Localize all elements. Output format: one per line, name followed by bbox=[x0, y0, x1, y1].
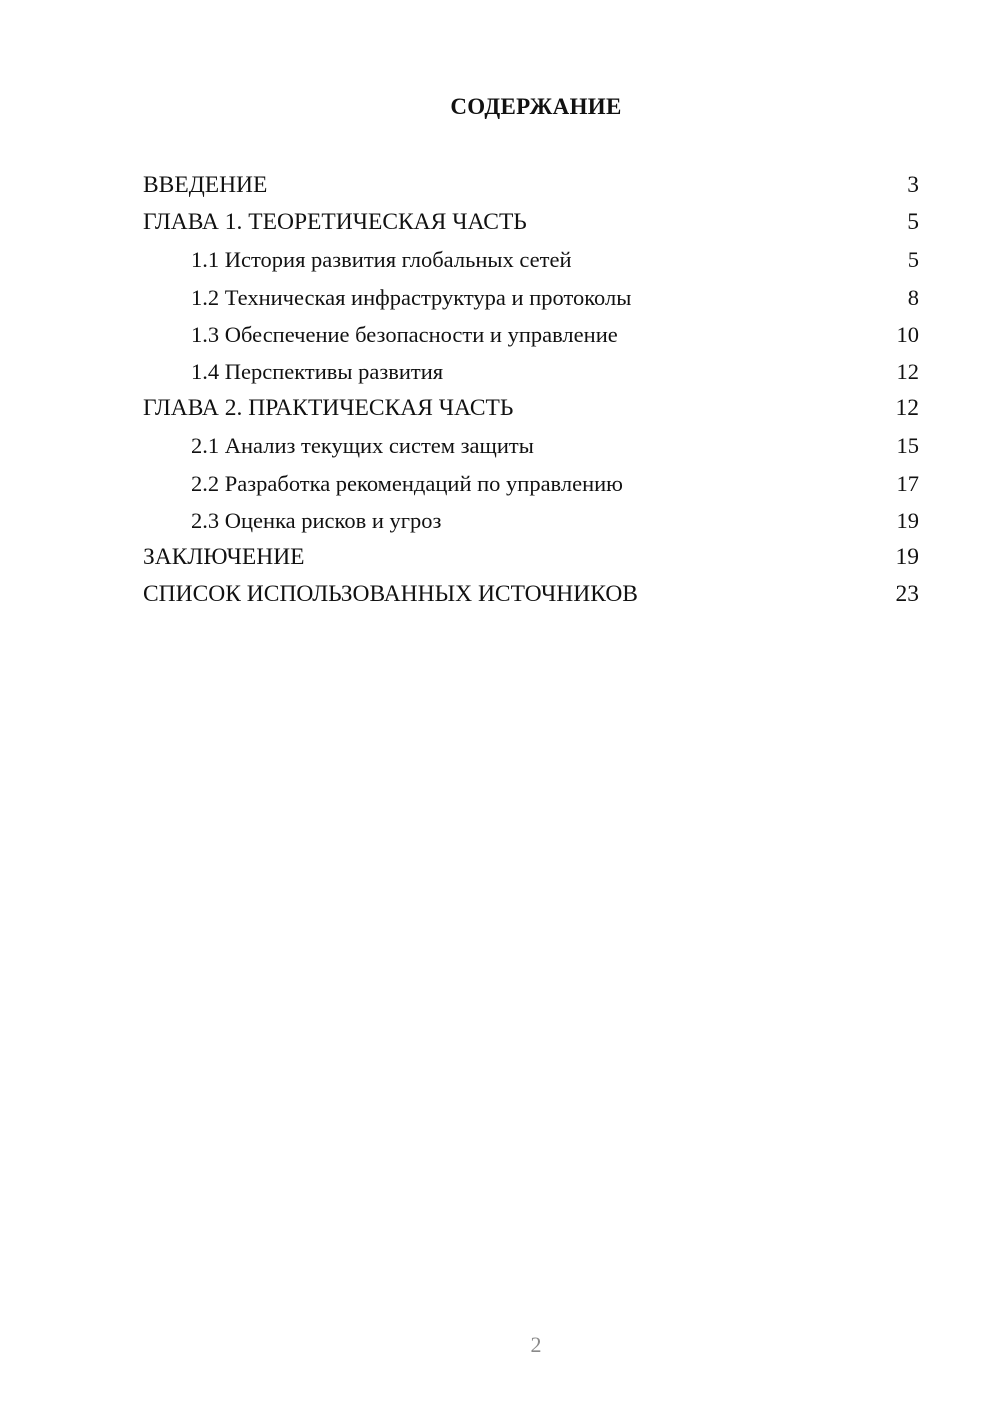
toc-entry-title: 2.2 Разработка рекомендаций по управлению bbox=[191, 470, 623, 496]
toc-entry-section-2-2 bbox=[143, 465, 919, 502]
toc-entry-page: 19 bbox=[896, 507, 919, 533]
toc-entry-conclusion bbox=[143, 539, 919, 576]
toc-entry-section-1-1 bbox=[143, 241, 919, 278]
toc-entry-introduction bbox=[143, 167, 919, 204]
toc-entry-section-1-2 bbox=[143, 279, 919, 316]
toc-entry-title: ГЛАВА 2. ПРАКТИЧЕСКАЯ ЧАСТЬ bbox=[143, 395, 514, 422]
toc-entry-title: 1.2 Техническая инфраструктура и протоколы bbox=[191, 284, 632, 310]
toc-entry-section-2-3 bbox=[143, 502, 919, 539]
toc-entry-page: 17 bbox=[896, 470, 919, 496]
toc-entry-section-1-4 bbox=[143, 353, 919, 390]
toc-entry-page: 23 bbox=[895, 581, 919, 608]
toc-entry-page: 5 bbox=[907, 247, 919, 273]
toc-entry-page: 10 bbox=[896, 321, 919, 347]
toc-entry-chapter-1 bbox=[143, 204, 919, 241]
toc-title: СОДЕРЖАНИЕ bbox=[450, 94, 622, 119]
toc-entry-section-2-1 bbox=[143, 427, 919, 464]
toc-entry-chapter-2 bbox=[143, 390, 919, 427]
toc-entry-page: 8 bbox=[907, 284, 919, 310]
toc-entry-page: 19 bbox=[895, 543, 919, 570]
toc-entry-page: 12 bbox=[896, 358, 919, 384]
toc-entry-title: 1.1 История развития глобальных сетей bbox=[191, 247, 572, 273]
page-number: 2 bbox=[530, 1332, 542, 1357]
table-of-contents bbox=[143, 167, 919, 613]
toc-entry-title: 1.4 Перспективы развития bbox=[191, 358, 444, 384]
toc-entry-title: ВВЕДЕНИЕ bbox=[143, 172, 268, 198]
toc-entry-title: ГЛАВА 1. ТЕОРЕТИЧЕСКАЯ ЧАСТЬ bbox=[143, 209, 527, 236]
toc-entry-page: 12 bbox=[895, 395, 919, 422]
toc-entry-title: ЗАКЛЮЧЕНИЕ bbox=[143, 543, 305, 570]
toc-entry-page: 3 bbox=[907, 172, 919, 198]
toc-entry-page: 5 bbox=[907, 209, 919, 236]
toc-entry-title: СПИСОК ИСПОЛЬЗОВАННЫХ ИСТОЧНИКОВ bbox=[143, 581, 638, 608]
toc-entry-title: 2.1 Анализ текущих систем защиты bbox=[191, 433, 534, 459]
toc-entry-title: 1.3 Обеспечение безопасности и управление bbox=[191, 321, 618, 347]
toc-entry-section-1-3 bbox=[143, 316, 919, 353]
toc-entry-title: 2.3 Оценка рисков и угроз bbox=[191, 507, 442, 533]
toc-entry-references bbox=[143, 576, 919, 613]
toc-entry-page: 15 bbox=[896, 433, 919, 459]
